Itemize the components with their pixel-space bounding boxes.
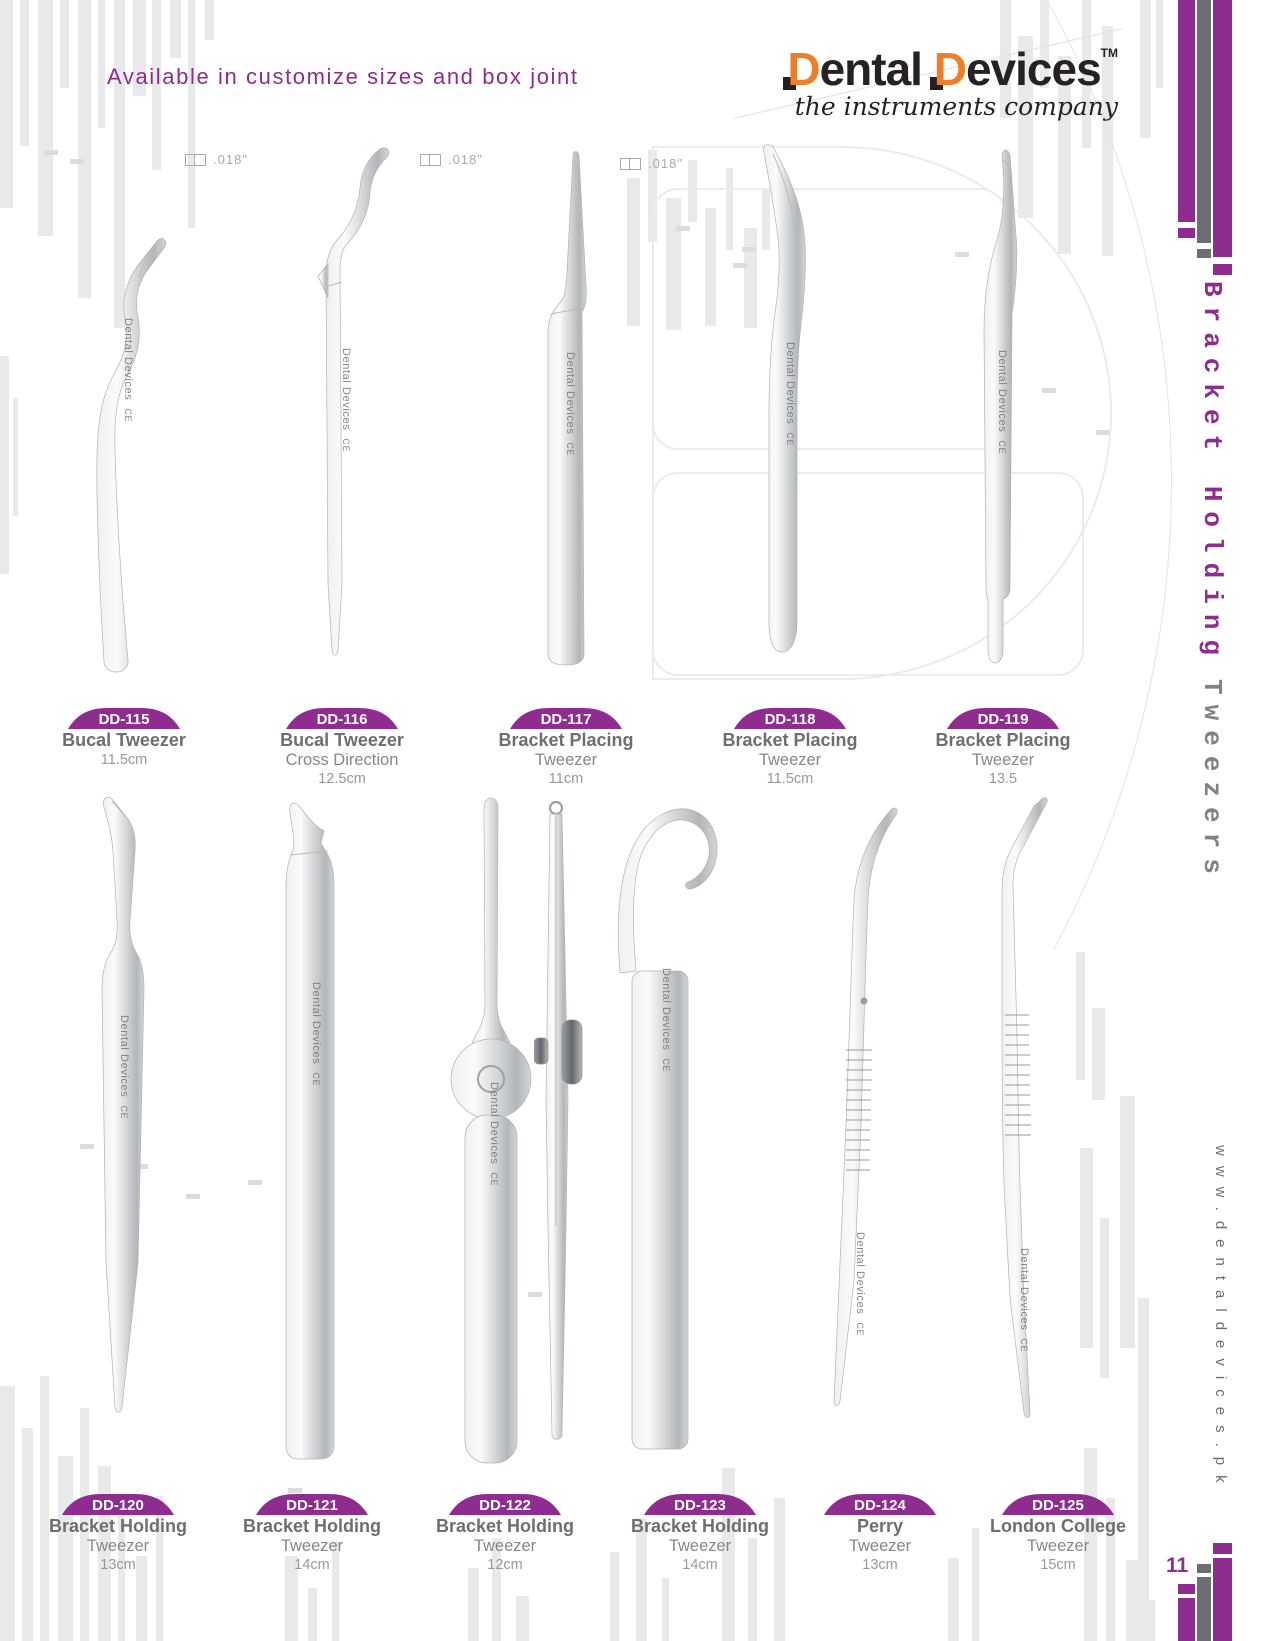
header-slogan: Available in customize sizes and box joint: [107, 64, 579, 89]
instrument-engraving: Dental DevicesCE: [784, 342, 796, 447]
category-title-secondary: Tweezers: [1197, 679, 1227, 884]
product-name: Bracket Holding: [435, 1516, 575, 1536]
product-code-badge: [947, 707, 1059, 729]
product-code-badge: [644, 1493, 756, 1515]
instrument-engraving: Dental DevicesCE: [122, 318, 134, 423]
product-subname: Tweezer: [1026, 1537, 1090, 1555]
product-label-dd-125: [943, 1493, 1173, 1574]
product-subname: Tweezer: [758, 751, 822, 769]
product-code-badge: [68, 707, 180, 729]
svg-text:DD-122: DD-122: [479, 1497, 531, 1514]
product-name: Bracket Placing: [935, 730, 1071, 750]
svg-text:DD-120: DD-120: [92, 1497, 144, 1514]
instrument-engraving: Dental DevicesCE: [660, 968, 672, 1073]
svg-text:DD-123: DD-123: [674, 1497, 726, 1514]
instrument-engraving: Dental DevicesCE: [340, 348, 352, 453]
product-size: 14cm: [682, 1557, 718, 1573]
instrument-engraving: Dental DevicesCE: [488, 1082, 500, 1187]
product-size: 13cm: [100, 1557, 136, 1573]
product-name: London College: [990, 1516, 1126, 1536]
svg-text:DD-125: DD-125: [1032, 1497, 1084, 1514]
slot-size-annotation: [620, 156, 683, 171]
product-label-dd-117: [451, 707, 681, 788]
product-code-badge: [286, 707, 398, 729]
instrument-engraving: Dental DevicesCE: [310, 982, 322, 1087]
product-subname: Tweezer: [280, 1537, 344, 1555]
product-label-dd-118: [675, 707, 905, 788]
bracket-slot-icon: [420, 154, 441, 166]
product-size: 12.5cm: [318, 771, 366, 787]
slot-size-annotation: [420, 152, 483, 167]
product-name: Bracket Holding: [48, 1516, 188, 1536]
logo-word1-rest: ental: [819, 43, 922, 95]
bracket-slot-icon: [620, 158, 641, 170]
category-title-vertical: [1197, 281, 1227, 884]
svg-text:DD-119: DD-119: [977, 711, 1029, 728]
product-name: Perry: [856, 1516, 904, 1536]
instrument-engraving: Dental DevicesCE: [1018, 1248, 1030, 1353]
product-size: 11cm: [548, 771, 584, 787]
product-label-dd-115: [9, 707, 239, 769]
product-code-badge: [62, 1493, 174, 1515]
logo-tagline: the instruments company: [794, 92, 1118, 121]
svg-text:DD-121: DD-121: [286, 1497, 338, 1514]
instrument-dd-122-bracket-holding-tweezer-clamp: [534, 798, 596, 1450]
slot-size-label: .018": [213, 152, 248, 167]
slot-size-annotation: [185, 152, 248, 167]
product-code-badge: [510, 707, 622, 729]
website-url-vertical: www.dentaldevices.pk: [1212, 1145, 1229, 1493]
product-size: 14cm: [294, 1557, 330, 1573]
logo-letter-d-icon: D: [933, 43, 966, 95]
product-code-badge: [824, 1493, 936, 1515]
product-subname: Tweezer: [971, 751, 1035, 769]
instrument-engraving: Dental DevicesCE: [996, 350, 1008, 455]
product-subname: Cross Direction: [285, 751, 399, 769]
product-code-badge: [449, 1493, 561, 1515]
instrument-engraving: Dental DevicesCE: [854, 1232, 866, 1337]
svg-text:DD-124: DD-124: [854, 1497, 906, 1514]
product-name: Bucal Tweezer: [62, 730, 186, 750]
slot-size-label: .018": [448, 152, 483, 167]
category-title-primary: Bracket Holding: [1197, 281, 1227, 666]
product-name: Bracket Placing: [722, 730, 858, 750]
product-size: 12cm: [487, 1557, 523, 1573]
product-name: Bucal Tweezer: [280, 730, 404, 750]
instrument-dd-124-perry-tweezer: [816, 803, 916, 1421]
svg-text:DD-116: DD-116: [316, 711, 368, 728]
instrument-engraving: Dental DevicesCE: [564, 352, 576, 457]
brand-logo-wordmark: [758, 28, 1118, 94]
product-name: Bracket Placing: [498, 730, 634, 750]
trademark-symbol: TM: [1100, 46, 1118, 60]
product-code-badge: [256, 1493, 368, 1515]
slot-size-label: .018": [648, 156, 683, 171]
svg-text:DD-115: DD-115: [98, 711, 150, 728]
product-subname: Tweezer: [668, 1537, 732, 1555]
product-name: Bracket Holding: [242, 1516, 382, 1536]
product-size: 11.5cm: [100, 752, 148, 768]
product-subname: Tweezer: [848, 1537, 912, 1555]
product-subname: Tweezer: [86, 1537, 150, 1555]
product-code-badge: [1002, 1493, 1114, 1515]
product-size: 11.5cm: [766, 771, 814, 787]
product-size: 13cm: [862, 1557, 898, 1573]
svg-text:DD-117: DD-117: [540, 711, 592, 728]
product-subname: Tweezer: [534, 751, 598, 769]
logo-letter-d-icon: D: [787, 43, 820, 95]
page-number: 11: [1166, 1554, 1189, 1577]
instrument-engraving: Dental DevicesCE: [118, 1015, 130, 1120]
product-label-dd-119: [888, 707, 1118, 788]
product-label-dd-116: [227, 707, 457, 788]
product-name: Bracket Holding: [630, 1516, 770, 1536]
brand-logo: [758, 28, 1118, 120]
product-code-badge: [734, 707, 846, 729]
instrument-dd-121-bracket-holding-tweezer: [260, 793, 360, 1477]
bracket-slot-icon: [185, 154, 206, 166]
product-subname: Tweezer: [473, 1537, 537, 1555]
logo-word2-rest: evices: [965, 43, 1101, 95]
product-size: 13.5: [988, 771, 1018, 787]
svg-text:DD-118: DD-118: [764, 711, 816, 728]
product-size: 15cm: [1040, 1557, 1076, 1573]
instrument-dd-115-bucal-tweezer: [62, 146, 172, 674]
instrument-dd-123-bracket-holding-tweezer: [596, 793, 726, 1461]
